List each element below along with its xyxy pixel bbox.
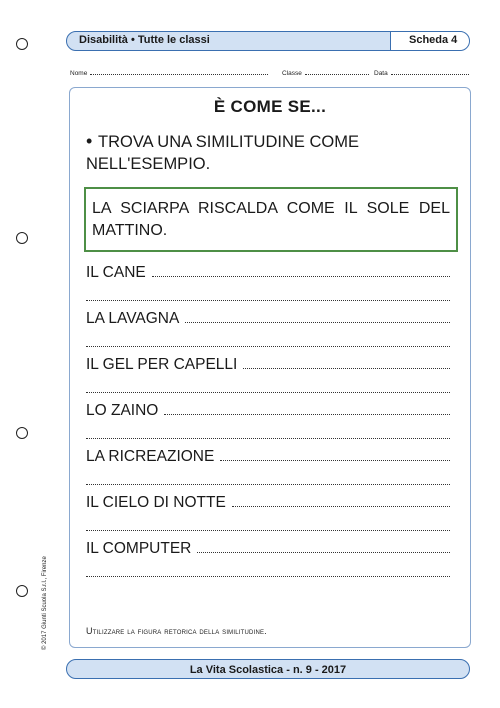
list-item [86, 262, 450, 308]
item-label: LA RICREAZIONE [86, 448, 215, 465]
item-label: LA LAVAGNA [86, 310, 180, 327]
answer-line[interactable] [86, 514, 450, 531]
name-label: Nome [70, 70, 88, 77]
name-line[interactable] [90, 68, 268, 75]
class-line[interactable] [305, 68, 369, 75]
answer-line[interactable] [86, 284, 450, 301]
example-text: LA SCIARPA RISCALDA COME IL SOLE DEL MATTINO. [92, 200, 450, 239]
example-box [84, 187, 458, 252]
binder-hole-4 [16, 585, 28, 597]
class-field[interactable] [282, 68, 369, 77]
bullet-icon: • [86, 131, 93, 151]
instruction [86, 130, 466, 175]
date-line[interactable] [391, 68, 469, 75]
footer-text: La Vita Scolastica - n. 9 - 2017 [189, 664, 347, 676]
copyright: © 2017 Giunti Scuola S.r.l., Firenze [42, 556, 48, 650]
page-title: È COME SE... [213, 97, 327, 116]
simile-list [86, 262, 450, 584]
footer-banner [66, 659, 470, 679]
instruction-text: TROVA UNA SIMILITUDINE COME NELL'ESEMPIO. [86, 133, 359, 173]
answer-line[interactable] [164, 400, 450, 415]
answer-line[interactable] [86, 376, 450, 393]
answer-line[interactable] [86, 422, 450, 439]
binder-hole-3 [16, 427, 28, 439]
list-item [86, 492, 450, 538]
sheet-badge [390, 32, 469, 50]
item-label: IL GEL PER CAPELLI [86, 356, 238, 373]
date-field[interactable] [374, 68, 469, 77]
answer-line[interactable] [152, 262, 450, 277]
date-label: Data [374, 70, 388, 77]
list-item [86, 308, 450, 354]
category-label: Disabilità • Tutte le classi [79, 34, 210, 46]
answer-line[interactable] [86, 468, 450, 485]
answer-line[interactable] [86, 560, 450, 577]
list-item [86, 400, 450, 446]
answer-line[interactable] [197, 538, 450, 553]
item-label: IL CIELO DI NOTTE [86, 494, 226, 511]
teacher-note: Utilizzare la figura retorica della similitudine. [86, 626, 267, 636]
binder-hole-1 [16, 38, 28, 50]
header-banner [66, 31, 470, 51]
item-label: IL COMPUTER [86, 540, 192, 557]
answer-line[interactable] [232, 492, 450, 507]
item-label: LO ZAINO [86, 402, 159, 419]
binder-hole-2 [16, 232, 28, 244]
answer-line[interactable] [243, 354, 450, 369]
list-item [86, 446, 450, 492]
answer-line[interactable] [86, 330, 450, 347]
class-label: Classe [282, 70, 302, 77]
name-field[interactable] [70, 68, 268, 77]
answer-line[interactable] [220, 446, 450, 461]
answer-line[interactable] [185, 308, 450, 323]
student-fields [70, 68, 470, 80]
item-label: IL CANE [86, 264, 146, 281]
sheet-label: Scheda 4 [409, 34, 458, 46]
list-item [86, 354, 450, 400]
list-item [86, 538, 450, 584]
